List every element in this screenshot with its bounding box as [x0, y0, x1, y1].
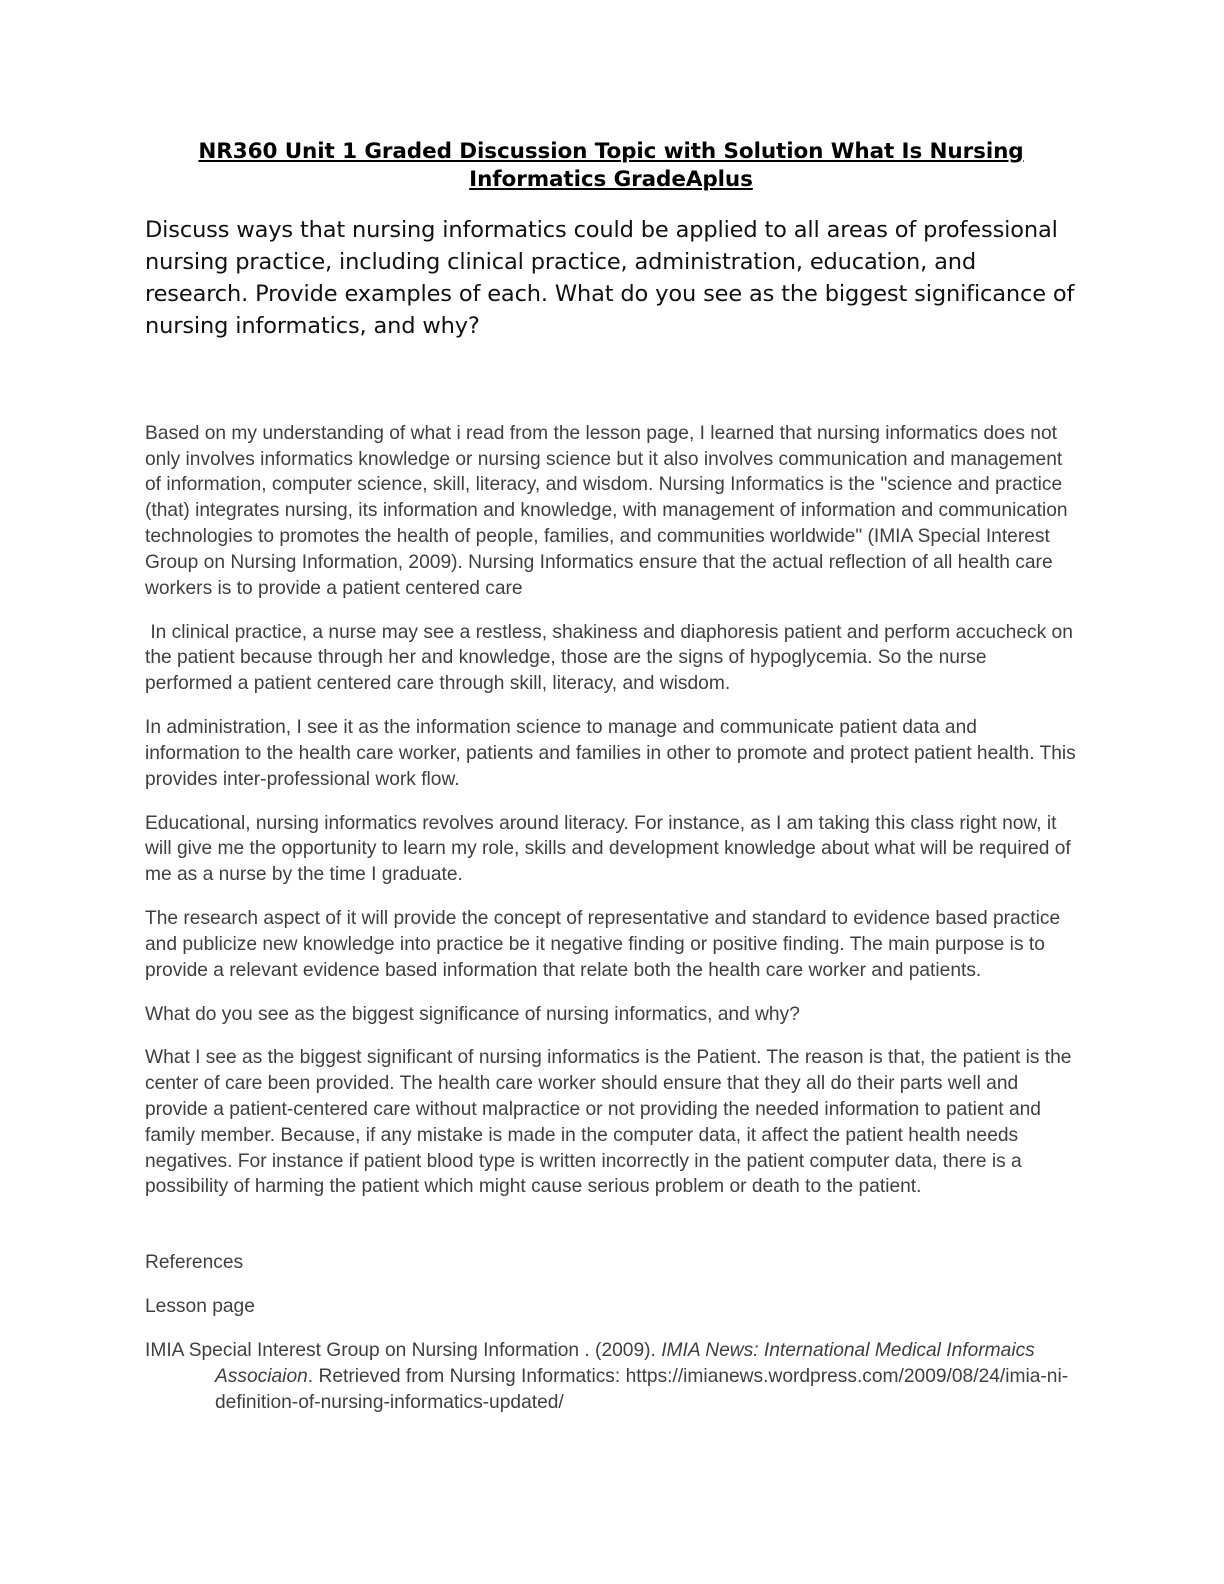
references-heading: References — [145, 1252, 244, 1274]
response-body — [145, 421, 1082, 1201]
reference-lesson-page: Lesson page — [145, 1296, 255, 1318]
reference-source-title: IMIA News: International Medical Informaics Associaion — [215, 1339, 1035, 1387]
paragraph-significance: What I see as the biggest significant of nursing informatics is the Patient. The reason is that, the patient is the center of care been provided. The health care worker should ensure that they all do their parts well and provide a patient-centered care without malpractice or not providing the needed information to patient and family member. Because, if any mistake is made in the computer data, it affect the patient health needs negatives. For instance if patient blood type is written incorrectly in the patient computer data, there is a possibility of harming the patient which might cause serious problem or death to the patient. — [145, 1047, 1077, 1198]
paragraph-question: What do you see as the biggest significance of nursing informatics, and why? — [145, 1003, 800, 1025]
document-content — [145, 138, 1082, 1415]
paragraph-clinical: In clinical practice, a nurse may see a restless, shakiness and diaphoresis patient and perform accucheck on the patient because through her and knowledge, those are the signs of hypoglycemia. So the nurse performed a patient centered care through skill, literacy, and wisdom. — [145, 621, 1079, 695]
discussion-prompt: Discuss ways that nursing informatics could be applied to all areas of professional nursing practice, including clinical practice, administration, education, and research. Provide examples of each. What do you see as the biggest significance of nursing informatics, and why? — [145, 217, 1075, 339]
paragraph-intro: Based on my understanding of what i read from the lesson page, I learned that nursing informatics does not only involves informatics knowledge or nursing science but it also involves communication and management of information, computer science, skill, literacy, and wisdom. Nursing Informatics is the "science and practice (that) integrates nursing, its information and knowledge, with management of information and communication technologies to promotes the health of people, families, and communities worldwide" (IMIA Special Interest Group on Nursing Information, 2009). Nursing Informatics ensure that the actual reflection of all health care workers is to provide a patient centered care — [145, 422, 1073, 599]
paragraph-research: The research aspect of it will provide the concept of representative and standard to evidence based practice and publicize new knowledge into practice be it negative finding or positive finding. The main purpose is to provide a relevant evidence based information that relate both the health care worker and patients. — [145, 908, 1066, 981]
page-title: NR360 Unit 1 Graded Discussion Topic with Solution What Is Nursing Informatics GradeAplus — [198, 139, 1024, 192]
reference-entry-imia — [145, 1338, 1095, 1415]
paragraph-administration: In administration, I see it as the information science to manage and communicate patient data and information to the health care worker, patients and families in other to promote and protect patient health. This provides inter-professional work flow. — [145, 717, 1082, 790]
paragraph-education: Educational, nursing informatics revolves around literacy. For instance, as I am taking this class right now, it will give me the opportunity to learn my role, skills and development knowledge about what will be required of me as a nurse by the time I graduate. — [145, 812, 1077, 886]
reference-retrieved-label: . Retrieved from Nursing Informatics: — [307, 1365, 626, 1387]
references-section — [145, 1250, 1077, 1415]
reference-url[interactable]: https://imianews.wordpress.com/2009/08/24/imia-ni-definition-of-nursing-informatics-updated/ — [215, 1365, 1069, 1413]
reference-author-year: IMIA Special Interest Group on Nursing Information . (2009). — [145, 1339, 662, 1361]
